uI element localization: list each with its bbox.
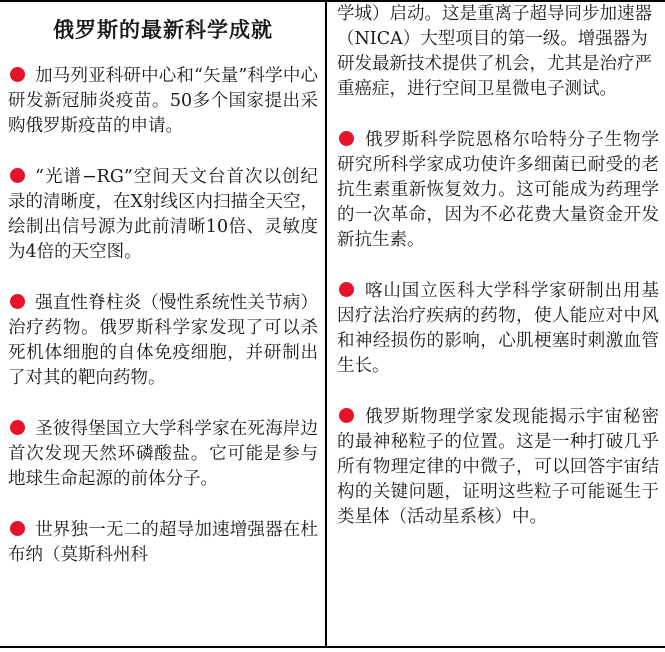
list-item xyxy=(8,417,318,492)
list-item xyxy=(337,128,659,253)
item-text: 强直性脊柱炎（慢性系统性关节病）治疗药物。俄罗斯科学家发现了可以杀死机体细胞的自体免疫细胞，并研制出了对其的靶向药物。 xyxy=(8,293,318,388)
column-divider xyxy=(325,2,327,646)
list-item xyxy=(337,405,659,530)
list-item xyxy=(8,291,318,391)
item-text: 俄罗斯物理学家发现能揭示宇宙秘密的最神秘粒子的位置。这是一种打破几乎所有物理定律的中微子，可以回答宇宙结构的关键问题，证明这些粒子可能诞生于类星体（活动星系核）中。 xyxy=(337,407,659,527)
list-item xyxy=(337,279,659,379)
list-item xyxy=(8,64,318,139)
red-bullet-icon xyxy=(339,408,354,423)
item-text: 世界独一无二的超导加速增强器在杜布纳（莫斯科州科 xyxy=(8,520,318,565)
red-bullet-icon xyxy=(10,67,25,82)
continued-text: 学城）启动。这是重离子超导同步加速器（NICA）大型项目的第一级。增强器为研发最新技术提供了机会，尤其是治疗严重癌症，进行空间卫星微电子测试。 xyxy=(337,4,652,99)
list-item xyxy=(8,165,318,265)
bottom-rule xyxy=(0,646,665,648)
red-bullet-icon xyxy=(10,168,25,183)
red-bullet-icon xyxy=(10,294,25,309)
red-bullet-icon xyxy=(339,282,354,297)
red-bullet-icon xyxy=(10,521,25,536)
right-column xyxy=(337,0,659,646)
article-title: 俄罗斯的最新科学成就 xyxy=(53,18,273,42)
list-item xyxy=(8,518,318,568)
red-bullet-icon xyxy=(339,131,354,146)
item-text: 喀山国立医科大学科学家研制出用基因疗法治疗疾病的药物，使人能应对中风和神经损伤的影响，心肌梗塞时刺激血管生长。 xyxy=(337,281,659,376)
item-text: 加马列亚科研中心和“矢量”科学中心研发新冠肺炎疫苗。50多个国家提出采购俄罗斯疫苗的申请。 xyxy=(8,66,318,136)
left-column xyxy=(8,0,318,646)
item-text: 圣彼得堡国立大学科学家在死海岸边首次发现天然环磷酸盐。它可能是参与地球生命起源的前体分子。 xyxy=(8,419,318,489)
red-bullet-icon xyxy=(10,420,25,435)
item-text: “光谱−RG”空间天文台首次以创纪录的清晰度，在X射线区内扫描全天空，绘制出信号源为此前清晰10倍、灵敏度为4倍的天空图。 xyxy=(8,167,318,262)
item-text: 俄罗斯科学院恩格尔哈特分子生物学研究所科学家成功使许多细菌已耐受的老抗生素重新恢复效力。这可能成为药理学的一次革命，因为不必花费大量资金开发新抗生素。 xyxy=(337,130,659,250)
